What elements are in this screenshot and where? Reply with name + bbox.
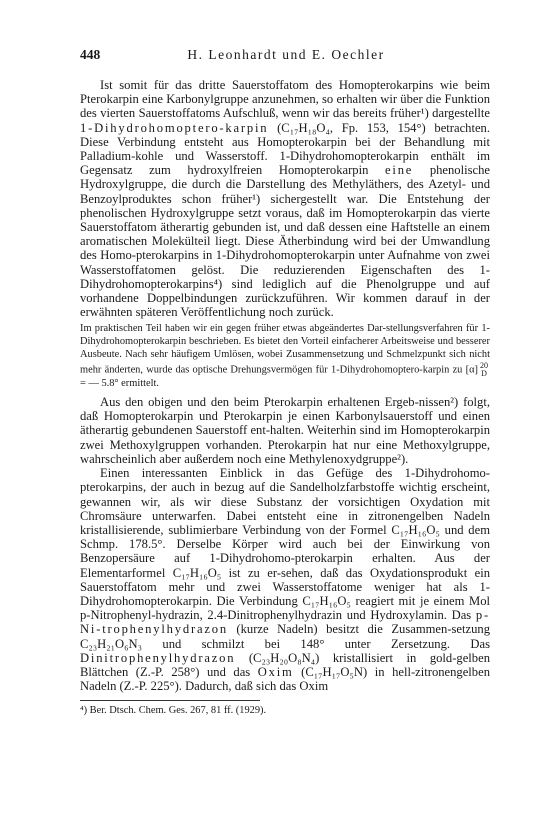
paragraph-3 xyxy=(80,466,490,693)
page-number: 448 xyxy=(80,47,101,62)
paragraph-3-part-e: (C₂₃H₂₀O₈N₄) kristallisiert in gold-gelben Blättchen (Z.-P. 258°) und das xyxy=(80,650,490,679)
small-note-text: Im praktischen Teil haben wir ein gegen früher etwas abgeändertes Dar-stellungsverfahren für 1-Dihydrohomopterokarpin beschrieben. Es bietet den Vorteil einfacherer Arbeitsweise und besserer Ausbeute. Nach sehr häufigem Umlösen, wobei Zusammensetzung und Schmelzpunkt sich nicht mehr änderten, wurde das optische Drehungsvermögen für 1-Dihydrohomoptero-karpin zu [α] xyxy=(80,323,490,376)
paragraph-2: Aus den obigen und den beim Pterokarpin erhaltenen Ergeb-nissen²) folgt, daß Homopterokarpin und Pterokarpin je einen Karbonylsauerstoff und einen ätherartig gebundenen Sauerstoff ent-halten. Weiterhin sind im Homopterokarpin zwei Methoxylgruppen vorhanden. Pterokarpin hat nur eine Methoxylgruppe, wahrscheinlich aber außerdem noch eine Methylenoxydgruppe²). xyxy=(80,395,490,466)
paragraph-1-part-e: phenolische Hydroxylgruppe, die durch die Darstellung des Methyläthers, des Azetyl- und Benzoylproduktes schon früher¹) sichergestellt war. Die Entstehung der phenolischen Hydroxylgruppe setzt voraus, daß im Homopterokarpin das vierte Sauerstoffatom ätherartig gebunden ist, und daß dessen eine Haftstelle an einem aromatischen Molekülteil liegt. Diese Ätherbindung wird bei der Umwandlung des Homo-pterokarpins in 1-Dihydrohomopterokarpin unter Aufnahme von zwei Wasserstoffatomen gelöst. Die reduzierenden Eigenschaften des 1-Dihydrohomopterokarpins⁴) sind lediglich auf die Phenolgruppe und auf vorhandene Doppelbindungen zurückzuführen. Wir kommen darauf in der erwähnten späteren Veröffentlichung noch zurück. xyxy=(80,163,490,320)
paragraph-1 xyxy=(80,78,490,319)
paragraph-3-part-c: (kurze Nadeln) besitzt die Zusammen-setzung C₂₃H₂₁O₆N₃ und schmilzt bei 148° unter Zersetzung. Das xyxy=(80,622,490,651)
paragraph-1-part-a: Ist somit für das dritte Sauerstoffatom des Homopterokarpins wie beim Pterokarpin eine Karbonylgruppe anzunehmen, so erhalten wir über die Funktion des vierten Sauerstoffatoms Aufschluß, wenn wir das bereits früher¹) dargestellte xyxy=(80,78,490,121)
running-title-authors: H. Leonhardt und E. Oechler xyxy=(187,47,385,62)
footnote-divider xyxy=(80,700,260,701)
small-note-tail: = — 5.8° ermittelt. xyxy=(80,378,159,390)
paragraph-3-part-g: (C₁₇H₁₇O₅N) in hell-zitronengelben Nadeln (Z.-P. 225°). Dadurch, daß sich das Oxim xyxy=(80,664,490,694)
fraction-top: 20 xyxy=(480,361,488,371)
body-text xyxy=(80,78,490,717)
footnote: ⁴) Ber. Dtsch. Chem. Ges. 267, 81 ff. (1929). xyxy=(80,705,267,717)
compound-dinitrophenylhydrazon: Dinitrophenylhydrazon xyxy=(80,650,236,665)
compound-oxim: Oxim xyxy=(257,664,294,679)
fraction-bottom: D xyxy=(481,369,487,379)
paragraph-1-part-c: (C₁₇H₁₈O₄, Fp. 153, 154°) betrachten. Diese Verbindung entsteht aus Homopterokarpin bei der Behandlung mit Palladium-kohle und Wasserstoff. 1-Dihydrohomopterokarpin enthält im Gegensatz zum hydroxylfreien Homopterokarpin xyxy=(80,120,490,178)
compound-name-spaced: 1-Dihydrohomoptero-karpin xyxy=(80,120,269,135)
emphasis-eine: eine xyxy=(385,163,414,178)
small-print-note xyxy=(80,323,490,391)
rotation-fraction xyxy=(480,362,488,378)
compound-nitrophenylhydrazon: p-Ni-trophenylhydrazon xyxy=(80,608,490,637)
paragraph-3-part-a: Einen interessanten Einblick in das Gefüge des 1-Dihydrohomo-pterokarpins, der auch in bezug auf die Sandelholzfarbstoffe wichtig erscheint, gewannen wir, als wir diese Substanz der vorsichtigen Oxydation mit Chromsäure unterwarfen. Dabei entsteht eine in zitronengelben Nadeln kristallisierende, sublimierbare Verbindung von der Formel C₁₇H₁₆O₅ und dem Schmp. 178.5°. Derselbe Körper wird auch bei der Einwirkung von Benzopersäure auf 1-Dihydrohomo-pterokarpin erhalten. Aus der Elementarformel C₁₇H₁₆O₅ ist zu er-sehen, daß das Oxydationsprodukt ein Sauerstoffatom mehr und zwei Wasserstoffatome weniger hat als 1-Dihydrohomopterokarpin. Die Verbindung C₁₇H₁₆O₅ reagiert mit je einem Mol p-Nitrophenyl-hydrazin, 2.4-Dinitrophenylhydrazin und Hydroxylamin. Das xyxy=(80,466,490,623)
running-header xyxy=(80,47,492,67)
